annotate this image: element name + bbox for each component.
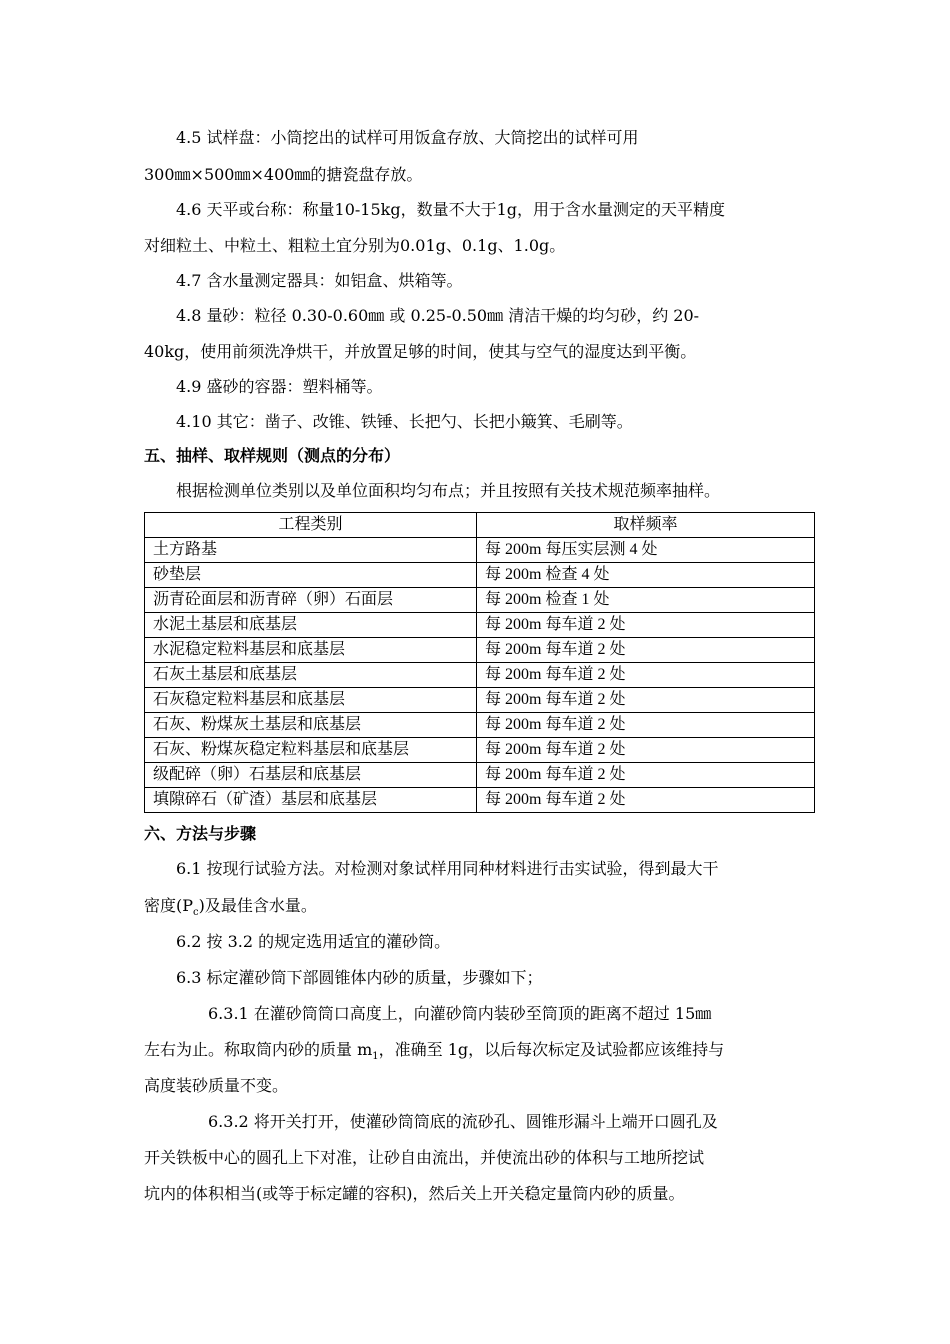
table-row bbox=[145, 588, 815, 613]
paragraph-6-3-1-line1: 6.3.1 在灌砂筒筒口高度上，向灌砂筒内装砂至筒顶的距离不超过 15㎜ bbox=[208, 1004, 712, 1023]
table-row bbox=[145, 538, 815, 563]
frequency-cell: 每 200m 检查 4 处 bbox=[477, 563, 815, 588]
column-header-frequency: 取样频率 bbox=[477, 513, 815, 538]
paragraph-6-3-2-line1: 6.3.2 将开关打开，使灌砂筒筒底的流砂孔、圆锥形漏斗上端开口圆孔及 bbox=[208, 1112, 718, 1131]
paragraph-4-5-line2: 300㎜×500㎜×400㎜的搪瓷盘存放。 bbox=[144, 165, 423, 184]
category-cell: 填隙碎石（矿渣）基层和底基层 bbox=[145, 788, 477, 813]
table-row bbox=[145, 563, 815, 588]
table-row bbox=[145, 738, 815, 763]
paragraph-4-8-line1: 4.8 量砂：粒径 0.30-0.60㎜ 或 0.25-0.50㎜ 清洁干燥的均匀砂，约 20- bbox=[176, 306, 700, 325]
paragraph-6-3-2-line2: 开关铁板中心的圆孔上下对准，让砂自由流出，并使流出砂的体积与工地所挖试 bbox=[144, 1148, 705, 1167]
section-5-heading: 五、抽样、取样规则（测点的分布） bbox=[144, 446, 401, 465]
table-row bbox=[145, 763, 815, 788]
category-cell: 石灰、粉煤灰土基层和底基层 bbox=[145, 713, 477, 738]
paragraph-6-3: 6.3 标定灌砂筒下部圆锥体内砂的质量，步骤如下； bbox=[176, 968, 543, 987]
paragraph-6-2: 6.2 按 3.2 的规定选用适宜的灌砂筒。 bbox=[176, 932, 451, 951]
category-cell: 沥青砼面层和沥青碎（卵）石面层 bbox=[145, 588, 477, 613]
paragraph-4-6-line2: 对细粒土、中粒土、粗粒土宜分别为0.01g、0.1g、1.0g。 bbox=[144, 236, 566, 255]
text-run: )及最佳含水量。 bbox=[198, 896, 317, 915]
table-row bbox=[145, 663, 815, 688]
paragraph-6-1-line2 bbox=[144, 889, 814, 930]
category-cell: 水泥稳定粒料基层和底基层 bbox=[145, 638, 477, 663]
category-cell: 水泥土基层和底基层 bbox=[145, 613, 477, 638]
table-row bbox=[145, 788, 815, 813]
table-row bbox=[145, 713, 815, 738]
paragraph-4-8-line2: 40kg，使用前须洗净烘干，并放置足够的时间，使其与空气的湿度达到平衡。 bbox=[144, 342, 697, 361]
category-cell: 石灰、粉煤灰稳定粒料基层和底基层 bbox=[145, 738, 477, 763]
frequency-cell: 每 200m 每车道 2 处 bbox=[477, 713, 815, 738]
paragraph-4-6-line1: 4.6 天平或台称：称量10-15kg，数量不大于1g，用于含水量测定的天平精度 bbox=[176, 200, 726, 219]
frequency-cell: 每 200m 检查 1 处 bbox=[477, 588, 815, 613]
category-cell: 土方路基 bbox=[145, 538, 477, 563]
paragraph-6-3-1-line3: 高度装砂质量不变。 bbox=[144, 1076, 289, 1095]
paragraph-6-3-2-line3: 坑内的体积相当(或等于标定罐的容积)，然后关上开关稳定量筒内砂的质量。 bbox=[144, 1184, 685, 1203]
paragraph-4-9: 4.9 盛砂的容器：塑料桶等。 bbox=[176, 377, 383, 396]
category-cell: 石灰稳定粒料基层和底基层 bbox=[145, 688, 477, 713]
paragraph-6-3-1-line2 bbox=[144, 1033, 814, 1074]
frequency-cell: 每 200m 每压实层测 4 处 bbox=[477, 538, 815, 563]
table-row bbox=[145, 613, 815, 638]
paragraph-6-1-line1: 6.1 按现行试验方法。对检测对象试样用同种材料进行击实试验，得到最大干 bbox=[176, 859, 719, 878]
subscript: c bbox=[193, 907, 199, 919]
table-row bbox=[145, 638, 815, 663]
table-header-row bbox=[145, 513, 815, 538]
text-run: ，准确至 1g，以后每次标定及试验都应该维持与 bbox=[378, 1040, 725, 1059]
frequency-cell: 每 200m 每车道 2 处 bbox=[477, 738, 815, 763]
category-cell: 石灰土基层和底基层 bbox=[145, 663, 477, 688]
frequency-cell: 每 200m 每车道 2 处 bbox=[477, 688, 815, 713]
frequency-cell: 每 200m 每车道 2 处 bbox=[477, 763, 815, 788]
table-row bbox=[145, 688, 815, 713]
frequency-cell: 每 200m 每车道 2 处 bbox=[477, 638, 815, 663]
column-header-category: 工程类别 bbox=[145, 513, 477, 538]
section-6-heading: 六、方法与步骤 bbox=[144, 824, 257, 843]
frequency-cell: 每 200m 每车道 2 处 bbox=[477, 663, 815, 688]
paragraph-4-10: 4.10 其它：凿子、改锥、铁锤、长把勺、长把小簸箕、毛刷等。 bbox=[176, 412, 633, 431]
category-cell: 砂垫层 bbox=[145, 563, 477, 588]
frequency-cell: 每 200m 每车道 2 处 bbox=[477, 788, 815, 813]
category-cell: 级配碎（卵）石基层和底基层 bbox=[145, 763, 477, 788]
sampling-frequency-table bbox=[144, 512, 815, 813]
text-run: 左右为止。称取筒内砂的质量 m bbox=[144, 1040, 373, 1059]
text-run: 密度(P bbox=[144, 896, 194, 915]
subscript: 1 bbox=[372, 1051, 379, 1063]
paragraph-4-7: 4.7 含水量测定器具：如铝盒、烘箱等。 bbox=[176, 271, 463, 290]
section-5-intro: 根据检测单位类别以及单位面积均匀布点；并且按照有关技术规范频率抽样。 bbox=[176, 481, 721, 500]
paragraph-4-5-line1: 4.5 试样盘：小筒挖出的试样可用饭盒存放、大筒挖出的试样可用 bbox=[176, 128, 639, 147]
frequency-cell: 每 200m 每车道 2 处 bbox=[477, 613, 815, 638]
